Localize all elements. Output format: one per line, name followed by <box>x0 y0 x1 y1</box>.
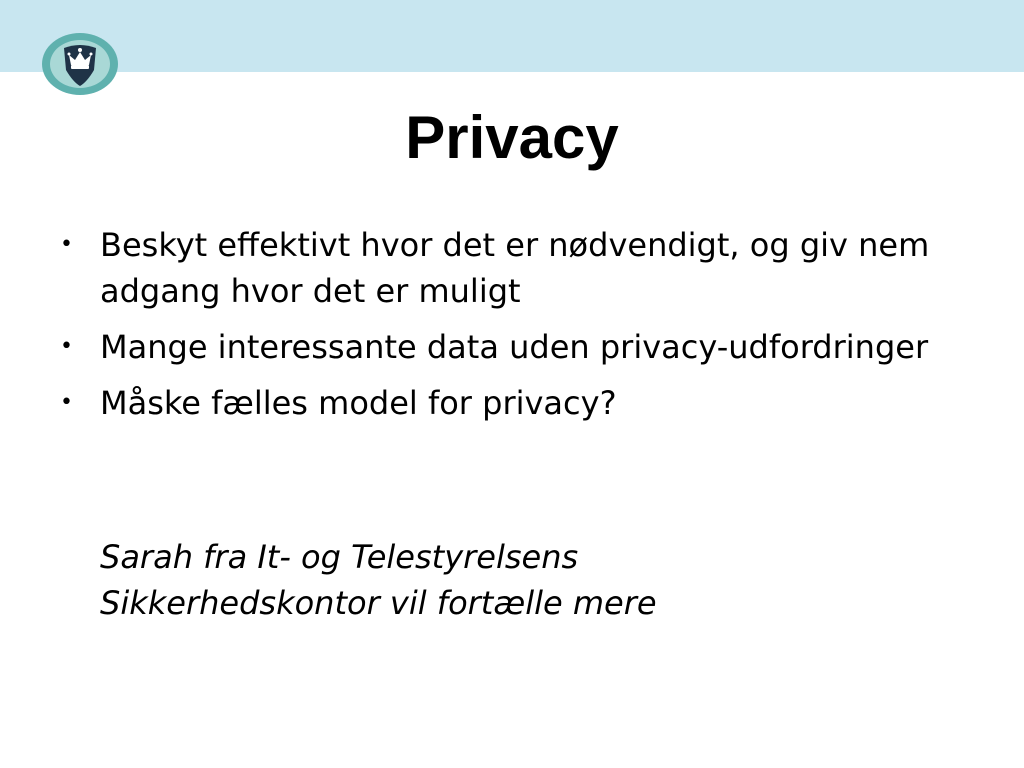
bullet-icon: • <box>60 232 73 257</box>
note-line: Sarah fra It- og Telestyrelsens <box>100 538 579 576</box>
bullet-text: Mange interessante data uden privacy-udfordringer <box>100 328 929 366</box>
list-item <box>60 380 960 426</box>
list-item <box>60 222 960 314</box>
list-item <box>60 324 960 370</box>
bullet-icon: • <box>60 390 73 415</box>
note-line: Sikkerhedskontor vil fortælle mere <box>100 584 657 622</box>
bullet-list <box>60 222 960 436</box>
slide-title: Privacy <box>405 104 619 171</box>
crown-shield-icon <box>40 32 120 98</box>
bullet-text: Måske fælles model for privacy? <box>100 384 617 422</box>
bullet-icon: • <box>60 334 73 359</box>
speaker-note <box>100 534 960 626</box>
bullet-text: Beskyt effektivt hvor det er nødvendigt, og giv nem adgang hvor det er muligt <box>100 226 930 310</box>
header-band <box>0 0 1024 72</box>
